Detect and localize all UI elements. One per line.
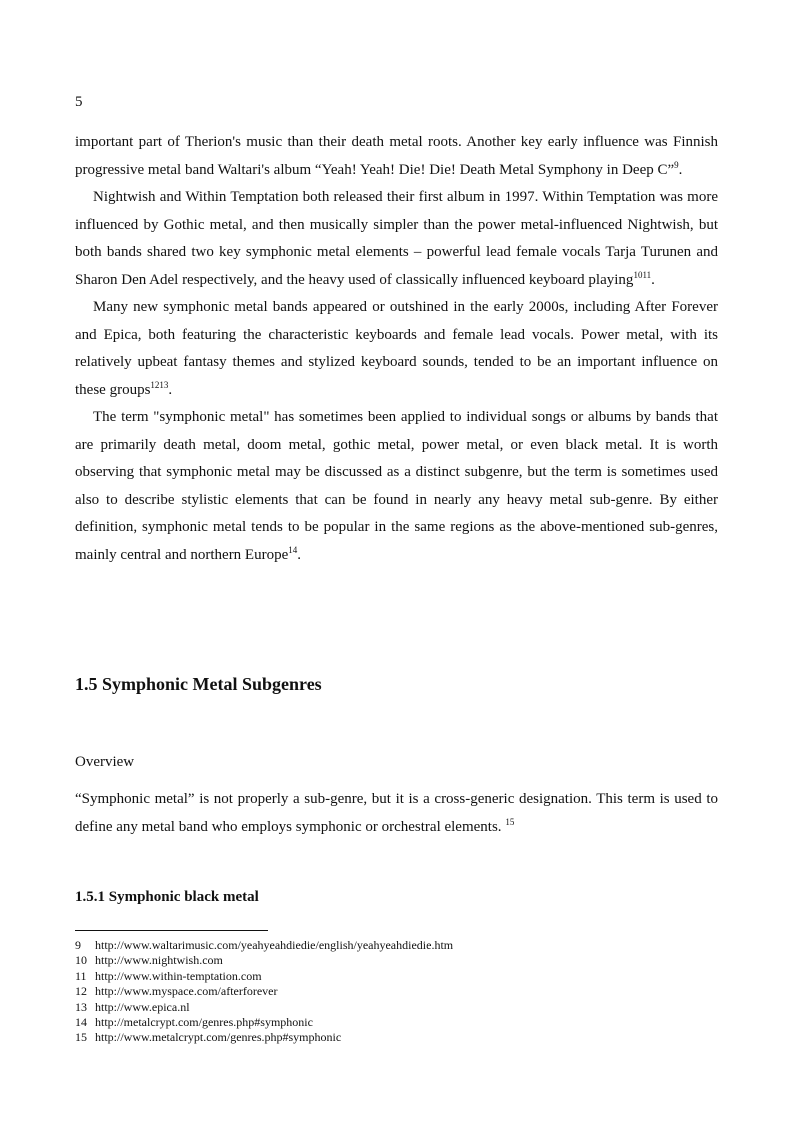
footnote-item [75, 969, 725, 984]
footnote-item [75, 1000, 725, 1015]
body-text [75, 129, 718, 569]
overview-paragraph [75, 786, 718, 841]
subsection-heading: 1.5.1 Symphonic black metal [75, 889, 259, 905]
footnote-ref[interactable]: 15 [505, 816, 515, 827]
footnote-item [75, 1030, 725, 1045]
footnote-link[interactable]: http://metalcrypt.com/genres.php#symphonic [95, 1015, 313, 1030]
footnote-link[interactable]: http://www.epica.nl [95, 999, 190, 1014]
paragraph-text: . [168, 381, 173, 398]
footnote-link[interactable]: http://www.metalcrypt.com/genres.php#symphonic [95, 1030, 342, 1045]
footnote-link[interactable]: http://www.waltarimusic.com/yeahyeahdiedie/english/yeahyeahdiedie.htm [95, 938, 454, 952]
footnote-link[interactable]: http://www.nightwish.com [95, 953, 223, 968]
footnote-number: 11 [75, 968, 87, 983]
footnote-number: 10 [75, 953, 87, 968]
footnote-item [75, 953, 725, 968]
footnote-number: 14 [75, 1015, 87, 1030]
footnote-ref[interactable]: 14 [288, 544, 298, 555]
footnote-item [75, 1015, 725, 1030]
footnote-number: 15 [75, 1030, 87, 1045]
footnote-ref[interactable]: 9 [674, 159, 679, 170]
footnote-ref[interactable]: 1213 [150, 379, 169, 390]
footnote-divider [75, 930, 268, 931]
page-number: 5 [75, 94, 83, 110]
paragraph [75, 129, 718, 184]
footnote-list [75, 938, 725, 1046]
footnote-item [75, 938, 725, 953]
paragraph-text: The term "symphonic metal" has sometimes been applied to individual songs or albums by bands that are primarily death metal, doom metal, gothic metal, power metal, or even black metal. It is worth observing that symphonic metal may be discussed as a distinct subgenre, but the term is sometimes used also to describe stylistic elements that can be found in nearly any heavy metal sub-genre. By either definition, symphonic metal tends to be popular in the same regions as the above-mentioned sub-genres, mainly central and northern Europe [75, 409, 718, 563]
section-heading: 1.5 Symphonic Metal Subgenres [75, 674, 322, 694]
overview-text: “Symphonic metal” is not properly a sub-genre, but it is a cross-generic designation. This term is used to define any metal band who employs symphonic or orchestral elements. [75, 791, 718, 835]
paragraph-text: . [678, 161, 683, 178]
paragraph [75, 184, 718, 294]
footnote-link[interactable]: http://www.within-temptation.com [95, 968, 262, 983]
footnote-number: 12 [75, 984, 87, 999]
overview-label: Overview [75, 754, 135, 770]
paragraph-text: . [297, 546, 302, 563]
paragraph [75, 404, 718, 569]
paragraph-text: important part of Therion's music than their death metal roots. Another key early influence was Finnish progressive metal band Waltari's album “Yeah! Yeah! Die! Die! Death Metal Symphony in Deep C” [75, 134, 718, 178]
footnote-number: 9 [75, 938, 81, 952]
footnote-ref[interactable]: 1011 [633, 269, 652, 280]
paragraph-text: . [651, 271, 655, 288]
paragraph-text: Many new symphonic metal bands appeared or outshined in the early 2000s, including After Forever and Epica, both featuring the characteristic keyboards and female lead vocals. Power metal, with its relatively upbeat fantasy themes and stylized keyboard sounds, tended to be an important influence on these groups [75, 299, 718, 398]
footnote-item [75, 984, 725, 999]
footnote-number: 13 [75, 999, 87, 1014]
footnote-link[interactable]: http://www.myspace.com/afterforever [95, 984, 278, 999]
paragraph [75, 294, 718, 404]
paragraph-text: Nightwish and Within Temptation both released their first album in 1997. Within Temptation was more influenced by Gothic metal, and then musically simpler than the power metal-influenced Nightwish, but both bands shared two key symphonic metal elements – powerful lead female vocals Tarja Turunen and Sharon Den Adel respectively, and the heavy used of classically influenced keyboard playing [75, 189, 718, 288]
